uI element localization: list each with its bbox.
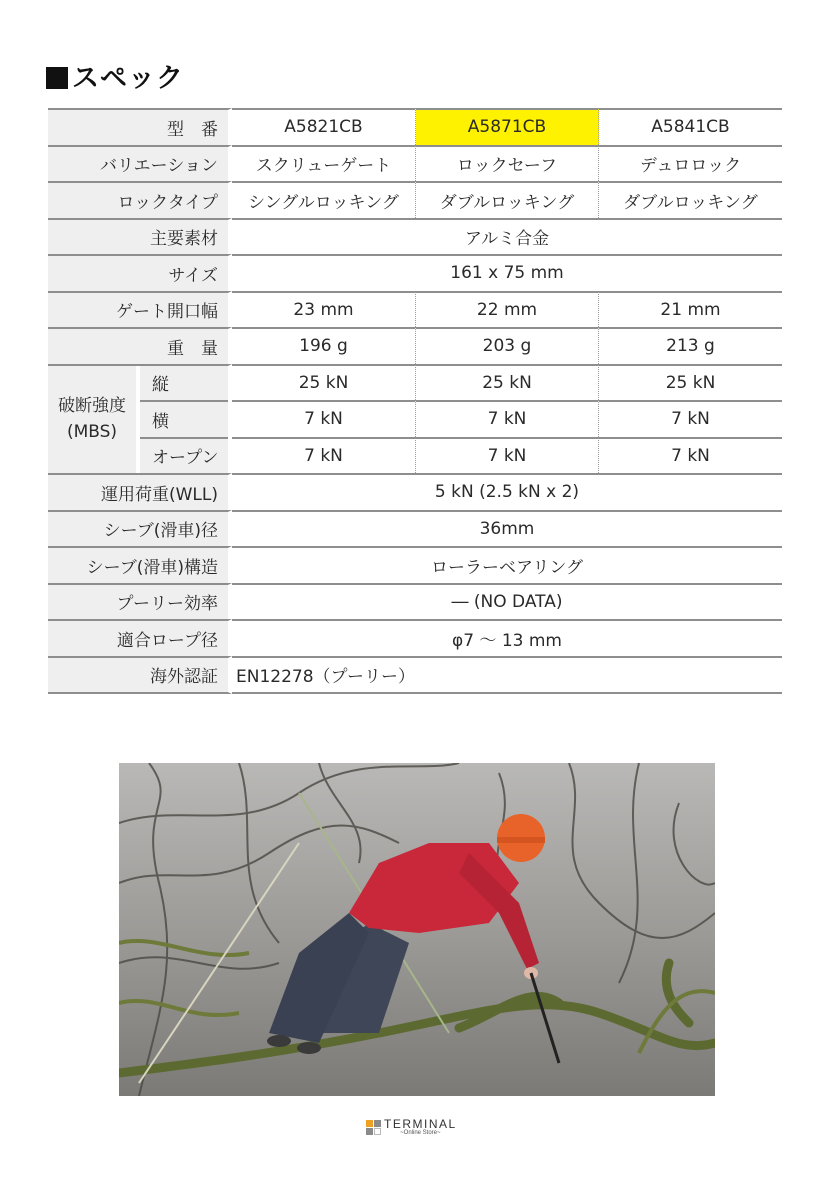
table-cell: 7 kN bbox=[599, 437, 782, 474]
row-label: 重 量 bbox=[48, 327, 232, 364]
table-cell: φ7 〜 13 mm bbox=[232, 619, 782, 656]
row-label: 海外認証 bbox=[48, 656, 232, 695]
row-label: 運用荷重(WLL) bbox=[48, 473, 232, 510]
table-cell: ダブルロッキング bbox=[599, 181, 782, 218]
table-cell: 36mm bbox=[232, 510, 782, 547]
mbs-sublabel-major: 縦 bbox=[152, 375, 169, 396]
mbs-label-group bbox=[48, 364, 232, 474]
arborist-climbing-image bbox=[119, 763, 715, 1096]
table-row-wll bbox=[48, 473, 782, 510]
table-cell: 25 kN bbox=[599, 364, 782, 401]
table-row-rope-diameter bbox=[48, 619, 782, 656]
table-cell: 203 g bbox=[416, 327, 599, 364]
table-row-lock-type bbox=[48, 181, 782, 218]
row-label: 適合ロープ径 bbox=[48, 619, 232, 656]
table-cell: 213 g bbox=[599, 327, 782, 364]
logo-subtext: ~Online Store~ bbox=[400, 1130, 441, 1136]
table-row-pulley-efficiency bbox=[48, 583, 782, 620]
row-label: 型 番 bbox=[48, 108, 232, 145]
table-cell: 7 kN bbox=[232, 400, 416, 437]
title-text: スペック bbox=[72, 63, 184, 94]
page-title bbox=[46, 56, 184, 95]
row-label: シーブ(滑車)構造 bbox=[48, 546, 232, 583]
table-cell: 196 g bbox=[232, 327, 416, 364]
row-label: プーリー効率 bbox=[48, 583, 232, 620]
arborist-photo bbox=[119, 763, 715, 1096]
logo-text: TERMINAL bbox=[384, 1117, 457, 1131]
table-cell: ダブルロッキング bbox=[416, 181, 599, 218]
row-label: ロックタイプ bbox=[48, 181, 232, 218]
table-cell: ローラーベアリング bbox=[232, 546, 782, 583]
table-cell: 161 x 75 mm bbox=[232, 254, 782, 291]
square-bullet-icon bbox=[46, 67, 68, 89]
table-row-weight bbox=[48, 327, 782, 364]
table-row-variation bbox=[48, 145, 782, 182]
table-cell: 21 mm bbox=[599, 291, 782, 328]
table-row-sheave-diameter bbox=[48, 510, 782, 547]
mbs-sublabel-open: オープン bbox=[140, 437, 228, 474]
table-cell: 7 kN bbox=[416, 437, 599, 474]
table-cell: 7 kN bbox=[232, 437, 416, 474]
table-cell: 23 mm bbox=[232, 291, 416, 328]
table-cell: スクリューゲート bbox=[232, 145, 416, 182]
table-row-gate-opening bbox=[48, 291, 782, 328]
table-cell: 22 mm bbox=[416, 291, 599, 328]
row-label: サイズ bbox=[48, 254, 232, 291]
table-cell: デュロロック bbox=[599, 145, 782, 182]
mbs-label: 破断強度 bbox=[58, 396, 126, 417]
table-cell: 25 kN bbox=[232, 364, 416, 401]
table-cell: 25 kN bbox=[416, 364, 599, 401]
table-row-mbs-major bbox=[48, 364, 782, 401]
row-label: 主要素材 bbox=[48, 218, 232, 255]
table-row-size bbox=[48, 254, 782, 291]
cell-model-a5821cb: A5821CB bbox=[232, 108, 416, 145]
table-row-sheave-structure bbox=[48, 546, 782, 583]
row-label: バリエーション bbox=[48, 145, 232, 182]
table-cell: アルミ合金 bbox=[232, 218, 782, 255]
logo-grid-icon bbox=[366, 1120, 381, 1135]
cell-model-a5871cb-highlighted: A5871CB bbox=[416, 108, 599, 145]
table-cell: 7 kN bbox=[416, 400, 599, 437]
table-cell: 7 kN bbox=[599, 400, 782, 437]
terminal-logo bbox=[366, 1118, 457, 1136]
table-row-material bbox=[48, 218, 782, 255]
table-cell: EN12278（プーリー） bbox=[232, 656, 782, 695]
table-row-model bbox=[48, 108, 782, 145]
row-label: シーブ(滑車)径 bbox=[48, 510, 232, 547]
table-cell: ― (NO DATA) bbox=[232, 583, 782, 620]
spec-table bbox=[48, 108, 782, 694]
cell-model-a5841cb: A5841CB bbox=[599, 108, 782, 145]
table-row-certification bbox=[48, 656, 782, 695]
table-cell: ロックセーフ bbox=[416, 145, 599, 182]
mbs-label-sub: (MBS) bbox=[66, 422, 118, 443]
table-cell: シングルロッキング bbox=[232, 181, 416, 218]
row-label: ゲート開口幅 bbox=[48, 291, 232, 328]
mbs-sublabel-minor: 横 bbox=[140, 400, 228, 437]
table-cell: 5 kN (2.5 kN x 2) bbox=[232, 473, 782, 510]
